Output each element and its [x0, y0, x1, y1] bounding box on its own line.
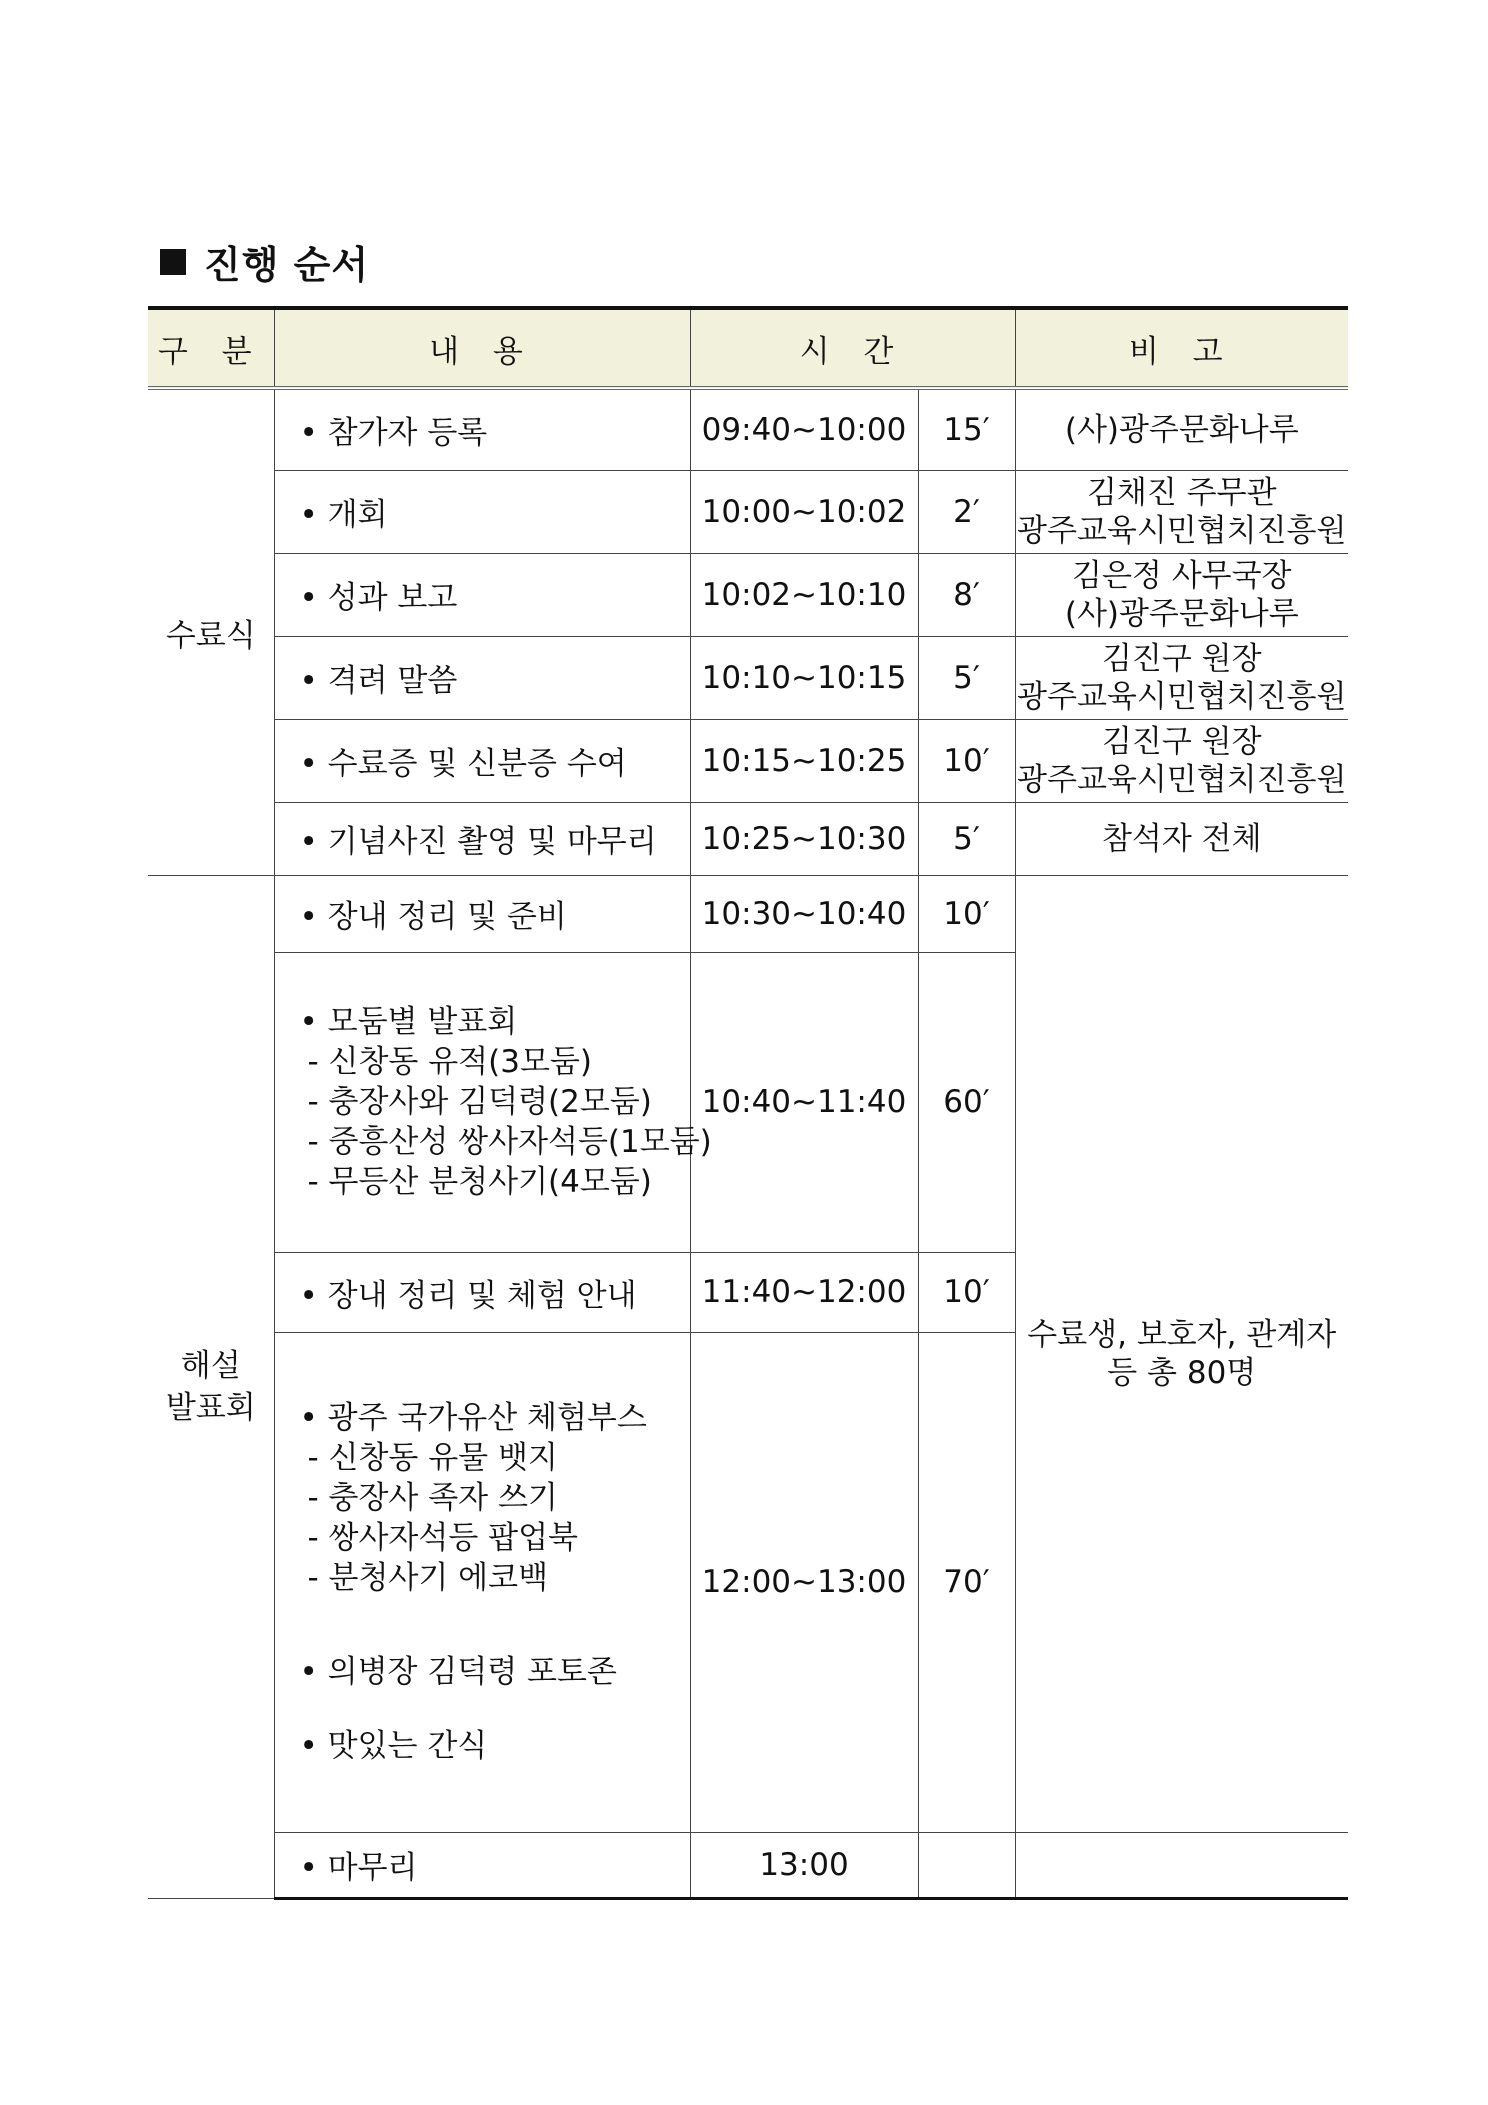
note-line: (사)광주문화나루: [1064, 595, 1299, 632]
group-presentation: [148, 875, 274, 1898]
content-subline: - 충장사 족자 쓰기: [307, 1480, 558, 1516]
table-row: [148, 875, 1348, 952]
content-line: • 모둠별 발표회: [299, 1004, 518, 1040]
row-duration: 70′: [918, 1332, 1015, 1832]
row-note: [1015, 1832, 1348, 1898]
row-content: [274, 1332, 690, 1832]
content-subline: - 쌍사자석등 팝업북: [307, 1520, 578, 1556]
table-row: [148, 802, 1348, 875]
table-row: [148, 553, 1348, 636]
schedule-table: [148, 306, 1348, 1900]
row-content: [274, 952, 712, 1252]
row-duration: 2′: [918, 470, 1015, 553]
row-note: [1015, 553, 1348, 636]
group-ceremony: 수료식: [148, 388, 274, 875]
square-bullet-icon: [160, 249, 186, 275]
header-time: 시 간: [690, 308, 1015, 388]
note-line: 등 총 80명: [1107, 1354, 1257, 1391]
group-line: 발표회: [165, 1389, 256, 1426]
row-time: 12:00~13:00: [690, 1332, 918, 1832]
row-content: • 기념사진 촬영 및 마무리: [274, 802, 690, 875]
row-time: 10:00~10:02: [690, 470, 918, 553]
table-row: [148, 1832, 1348, 1898]
content-line: • 의병장 김덕령 포토존: [299, 1654, 617, 1690]
note-line: 김은정 사무국장: [1072, 557, 1292, 594]
table-row: [148, 388, 1348, 470]
note-line: 광주교육시민협치진흥원: [1017, 678, 1347, 715]
content-line: • 광주 국가유산 체험부스: [299, 1400, 647, 1436]
note-line: 수료생, 보호자, 관계자: [1027, 1316, 1337, 1353]
row-content: • 개회: [274, 470, 690, 553]
content-subline: - 무등산 분청사기(4모둠): [307, 1164, 652, 1200]
header-content: 내 용: [274, 308, 690, 388]
row-content: • 격려 말씀: [274, 636, 690, 719]
row-duration: 10′: [918, 875, 1015, 952]
row-duration: 15′: [918, 388, 1015, 470]
table-row: [148, 719, 1348, 802]
row-duration: 5′: [918, 636, 1015, 719]
row-time: 10:40~11:40: [690, 952, 918, 1252]
note-line: 김채진 주무관: [1086, 474, 1277, 511]
row-time: 11:40~12:00: [690, 1252, 918, 1332]
section-heading: [160, 234, 369, 289]
section-title: 진행 순서: [204, 243, 370, 287]
content-subline: - 신창동 유물 뱃지: [307, 1440, 558, 1476]
row-content: • 수료증 및 신분증 수여: [274, 719, 690, 802]
note-line: 광주교육시민협치진흥원: [1017, 761, 1347, 798]
row-content: • 장내 정리 및 체험 안내: [274, 1252, 690, 1332]
row-note: [1015, 802, 1348, 875]
note-line: 김진구 원장: [1101, 723, 1262, 760]
row-time: 09:40~10:00: [690, 388, 918, 470]
row-time: 10:10~10:15: [690, 636, 918, 719]
note-line: 광주교육시민협치진흥원: [1017, 512, 1347, 549]
row-duration: 10′: [918, 1252, 1015, 1332]
content-line: • 맛있는 간식: [299, 1728, 488, 1764]
group-line: 해설: [180, 1347, 241, 1384]
content-subline: - 신창동 유적(3모둠): [307, 1044, 592, 1080]
row-duration: 10′: [918, 719, 1015, 802]
note-line: (사)광주문화나루: [1064, 411, 1299, 448]
row-content: • 성과 보고: [274, 553, 690, 636]
row-time: 10:25~10:30: [690, 802, 918, 875]
row-duration: [918, 1832, 1015, 1898]
row-time: 10:02~10:10: [690, 553, 918, 636]
row-note: [1015, 719, 1348, 802]
row-content: • 참가자 등록: [274, 388, 690, 470]
content-subline: - 분청사기 에코백: [307, 1560, 549, 1596]
presentation-note: [1015, 875, 1348, 1832]
row-content: • 마무리: [274, 1832, 690, 1898]
note-line: 김진구 원장: [1101, 640, 1262, 677]
spacer: [300, 1692, 690, 1726]
row-duration: 60′: [918, 952, 1015, 1252]
row-note: [1015, 636, 1348, 719]
table-row: [148, 636, 1348, 719]
row-time: 10:30~10:40: [690, 875, 918, 952]
row-time: 13:00: [690, 1832, 918, 1898]
row-duration: 8′: [918, 553, 1015, 636]
spacer: [300, 1598, 690, 1652]
content-subline: - 충장사와 김덕령(2모둠): [307, 1084, 652, 1120]
row-time: 10:15~10:25: [690, 719, 918, 802]
row-note: [1015, 470, 1348, 553]
header-note: 비 고: [1015, 308, 1348, 388]
header-category: 구 분: [148, 308, 274, 388]
table-header-row: [148, 308, 1348, 388]
content-subline: - 중흥산성 쌍사자석등(1모둠): [307, 1124, 712, 1160]
table-row: [148, 470, 1348, 553]
note-line: 참석자 전체: [1101, 820, 1262, 857]
row-duration: 5′: [918, 802, 1015, 875]
row-note: [1015, 388, 1348, 470]
row-content: • 장내 정리 및 준비: [274, 875, 690, 952]
